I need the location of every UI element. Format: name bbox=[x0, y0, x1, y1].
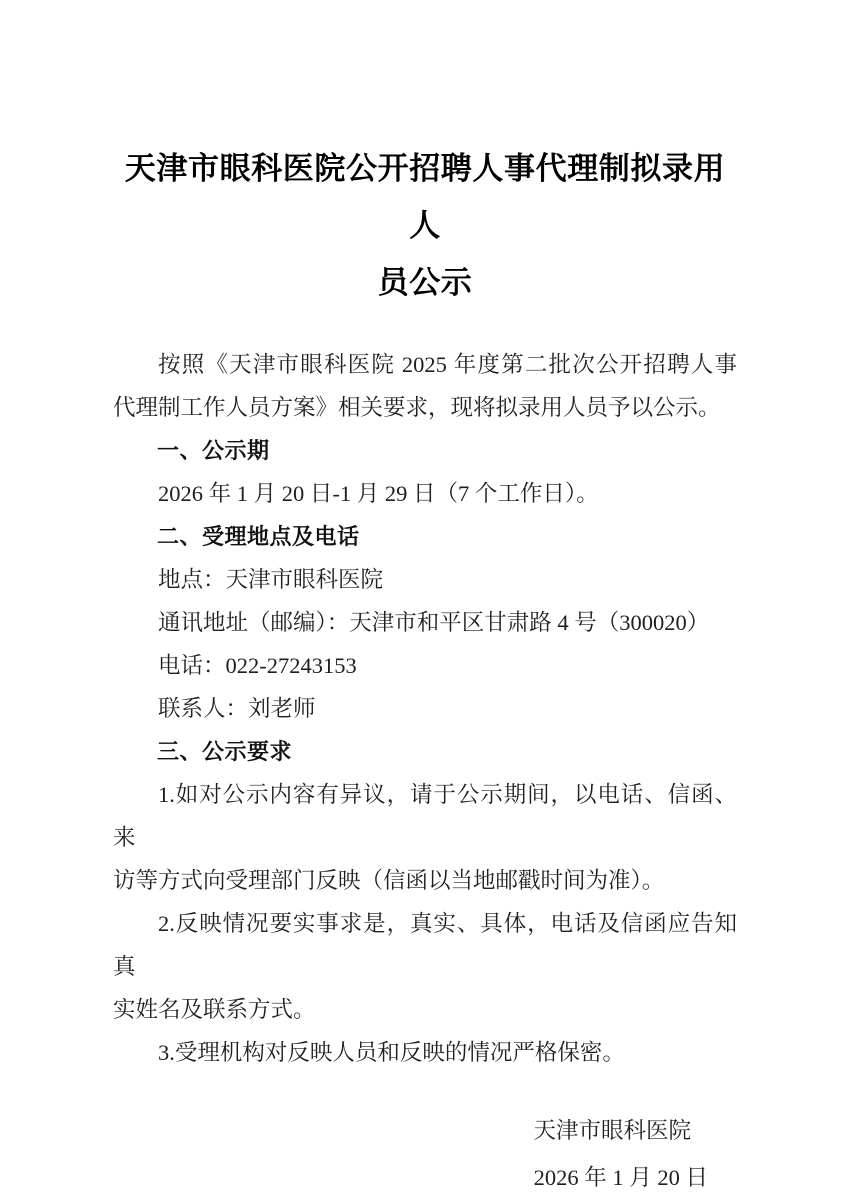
document-body bbox=[113, 343, 737, 1074]
requirement-line: 实姓名及联系方式。 bbox=[113, 997, 316, 1022]
intro-paragraph-line: 按照《天津市眼科医院 2025 年度第二批次公开招聘人事 bbox=[158, 352, 737, 377]
section-heading-requirements: 三、公示要求 bbox=[157, 739, 293, 764]
public-period-line: 2026 年 1 月 20 日-1 月 29 日（7 个工作日）。 bbox=[158, 481, 599, 506]
document-title-line: 员公示 bbox=[377, 265, 473, 300]
signature-organization: 天津市眼科医院 bbox=[533, 1118, 691, 1143]
contact-address-line: 通讯地址（邮编）：天津市和平区甘肃路 4 号（300020） bbox=[158, 610, 710, 635]
requirement-line: 2.反映情况要实事求是，真实、具体，电话及信函应告知真 bbox=[113, 911, 737, 979]
signature-block bbox=[113, 1107, 737, 1200]
contact-location-line: 地点：天津市眼科医院 bbox=[158, 567, 384, 592]
document-title-line: 天津市眼科医院公开招聘人事代理制拟录用人 bbox=[124, 151, 726, 243]
intro-paragraph-line: 代理制工作人员方案》相关要求，现将拟录用人员予以公示。 bbox=[113, 395, 721, 420]
contact-phone-line: 电话：022-27243153 bbox=[158, 653, 357, 678]
section-heading-contact: 二、受理地点及电话 bbox=[157, 524, 360, 549]
section-heading-public-period: 一、公示期 bbox=[157, 438, 270, 463]
signature-date: 2026 年 1 月 20 日 bbox=[533, 1165, 708, 1190]
document-title bbox=[113, 140, 737, 311]
contact-person-line: 联系人：刘老师 bbox=[158, 696, 316, 721]
requirement-line: 3.受理机构对反映人员和反映的情况严格保密。 bbox=[158, 1040, 625, 1065]
requirement-line: 1.如对公示内容有异议，请于公示期间，以电话、信函、来 bbox=[113, 782, 737, 850]
requirement-line: 访等方式向受理部门反映（信函以当地邮戳时间为准）。 bbox=[113, 868, 665, 893]
